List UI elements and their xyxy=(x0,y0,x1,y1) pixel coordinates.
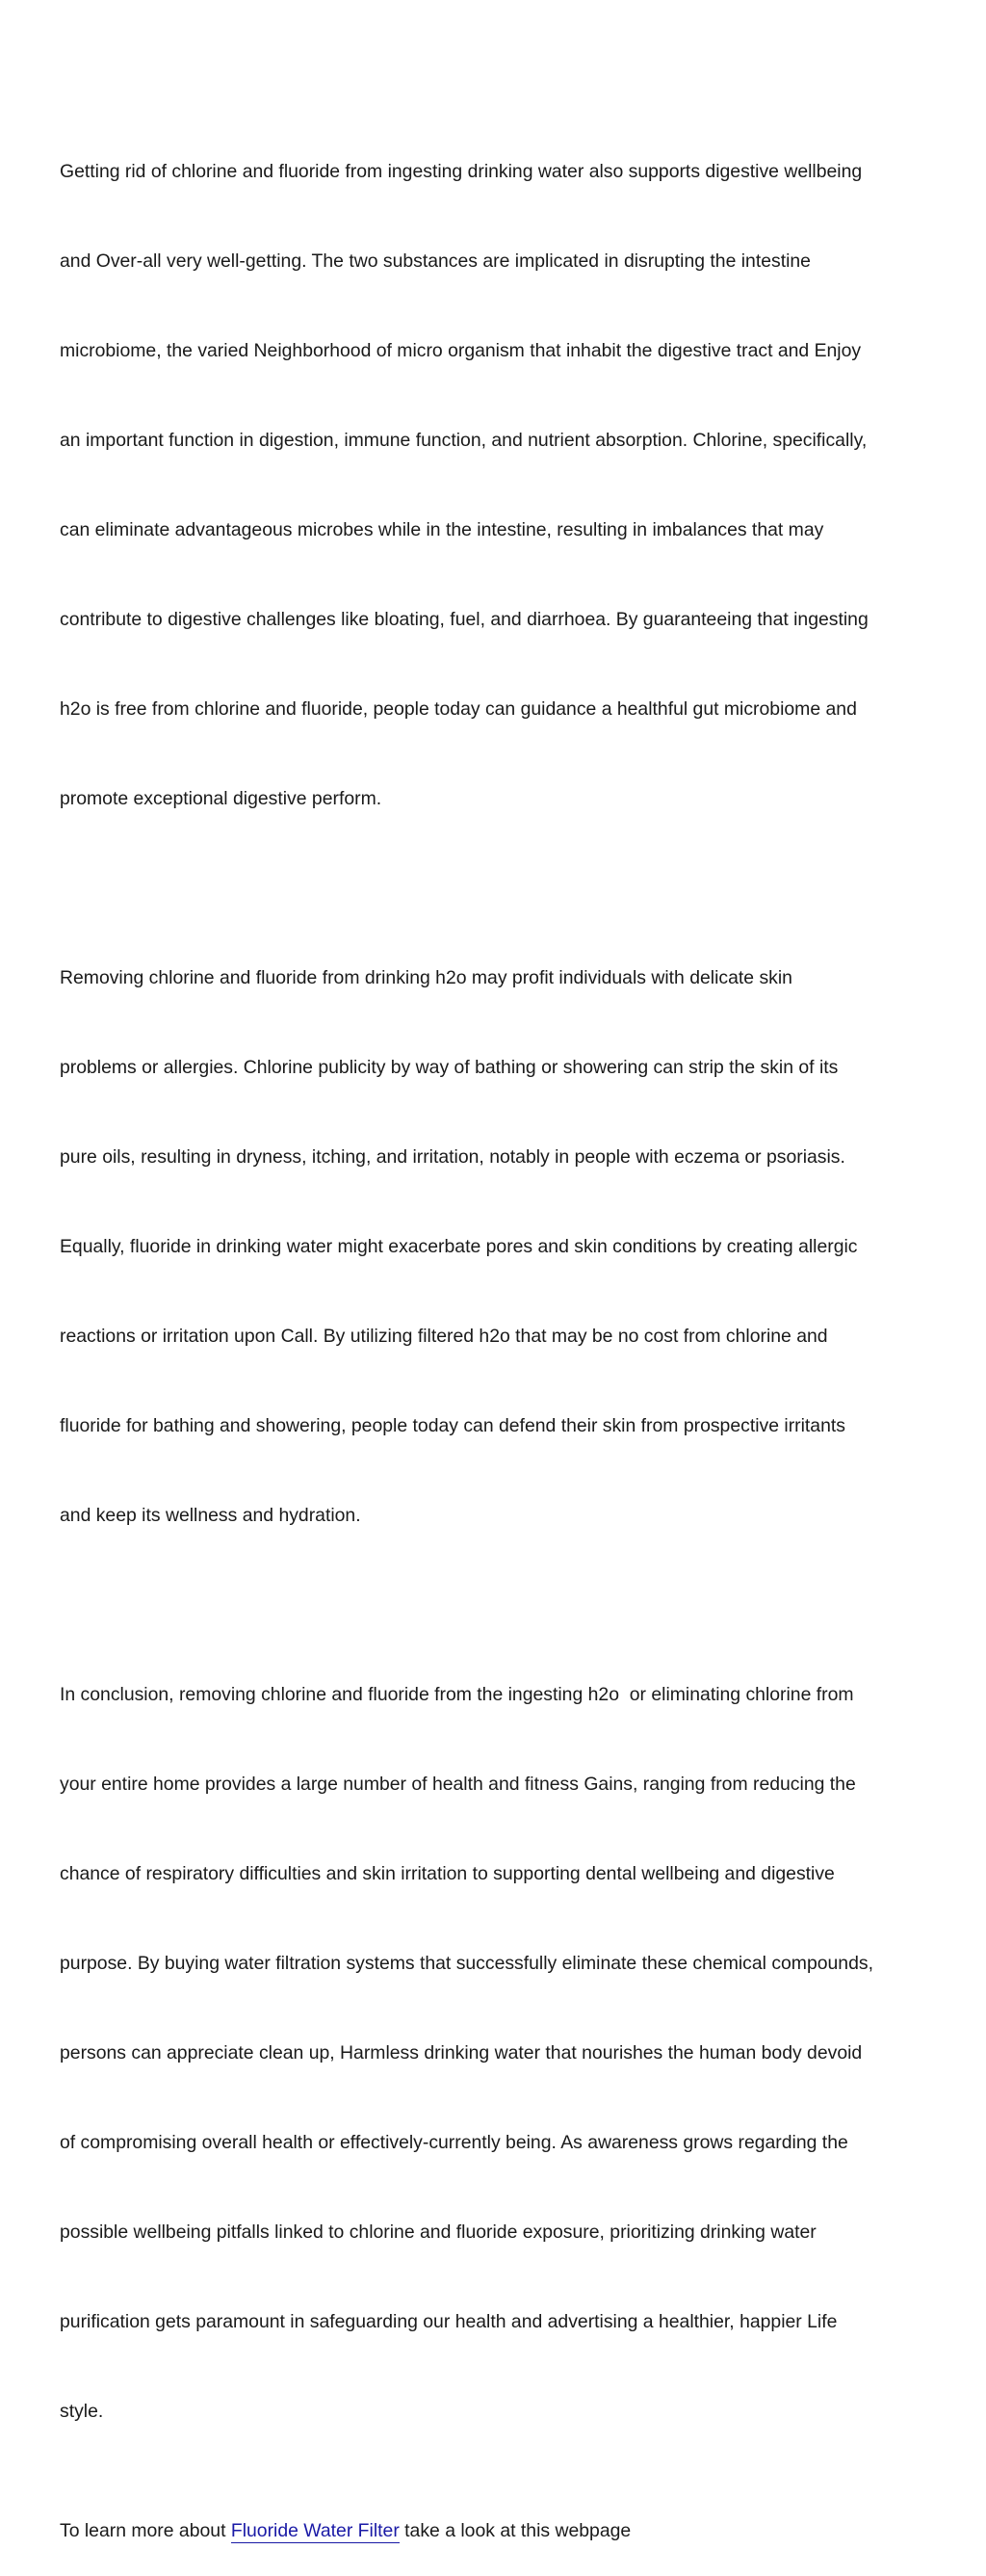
fluoride-water-filter-link[interactable]: Fluoride Water Filter xyxy=(230,2520,400,2541)
paragraph-closing xyxy=(60,2516,946,2546)
text-line: persons can appreciate clean up, Harmless drinking water that nourishes the human body devoid xyxy=(60,2042,863,2063)
text-line: chance of respiratory difficulties and skin irritation to supporting dental wellbeing and digestive xyxy=(60,1863,835,1884)
text-line: and Over-all very well-getting. The two substances are implicated in disrupting the intestine xyxy=(60,250,811,272)
text-line: fluoride for bathing and showering, people today can defend their skin from prospective irritants xyxy=(60,1415,845,1436)
closing-prefix-text: To learn more about xyxy=(60,2520,231,2541)
text-line: and keep its wellness and hydration. xyxy=(60,1505,361,1526)
document-page xyxy=(60,97,946,2576)
paragraph-conclusion xyxy=(60,1620,946,2486)
text-line: of compromising overall health or effectively-currently being. As awareness grows regarding the xyxy=(60,2132,848,2153)
text-line: contribute to digestive challenges like bloating, fuel, and diarrhoea. By guaranteeing that ingesting xyxy=(60,609,869,630)
text-line: microbiome, the varied Neighborhood of micro organism that inhabit the digestive tract and Enjoy xyxy=(60,340,862,361)
text-line: your entire home provides a large number of health and fitness Gains, ranging from reducing the xyxy=(60,1774,856,1795)
text-line: In conclusion, removing chlorine and fluoride from the ingesting h2o or eliminating chlorine from xyxy=(60,1684,854,1705)
text-line: h2o is free from chlorine and fluoride, people today can guidance a healthful gut microbiome and xyxy=(60,698,857,720)
paragraph-skin-conditions xyxy=(60,904,946,1590)
text-line: pure oils, resulting in dryness, itching, and irritation, notably in people with eczema or psoriasis. xyxy=(60,1146,845,1168)
closing-suffix-text: take a look at this webpage xyxy=(399,2520,632,2541)
text-line: Getting rid of chlorine and fluoride from ingesting drinking water also supports digestive wellbeing xyxy=(60,161,863,182)
text-line: purpose. By buying water filtration systems that successfully eliminate these chemical compounds, xyxy=(60,1953,873,1974)
paragraph-digestive-health xyxy=(60,97,946,874)
text-line: reactions or irritation upon Call. By utilizing filtered h2o that may be no cost from chlorine and xyxy=(60,1326,828,1347)
text-line: problems or allergies. Chlorine publicity by way of bathing or showering can strip the skin of its xyxy=(60,1057,839,1078)
text-line: style. xyxy=(60,2401,104,2422)
text-line: promote exceptional digestive perform. xyxy=(60,788,382,809)
text-line: can eliminate advantageous microbes while in the intestine, resulting in imbalances that may xyxy=(60,519,824,540)
text-line: Removing chlorine and fluoride from drinking h2o may profit individuals with delicate skin xyxy=(60,967,792,988)
text-line: purification gets paramount in safeguarding our health and advertising a healthier, happier Life xyxy=(60,2311,838,2332)
text-line: possible wellbeing pitfalls linked to chlorine and fluoride exposure, prioritizing drinking water xyxy=(60,2221,817,2243)
text-line: an important function in digestion, immune function, and nutrient absorption. Chlorine, specifically, xyxy=(60,430,868,451)
text-line: Equally, fluoride in drinking water might exacerbate pores and skin conditions by creating allergic xyxy=(60,1236,858,1257)
